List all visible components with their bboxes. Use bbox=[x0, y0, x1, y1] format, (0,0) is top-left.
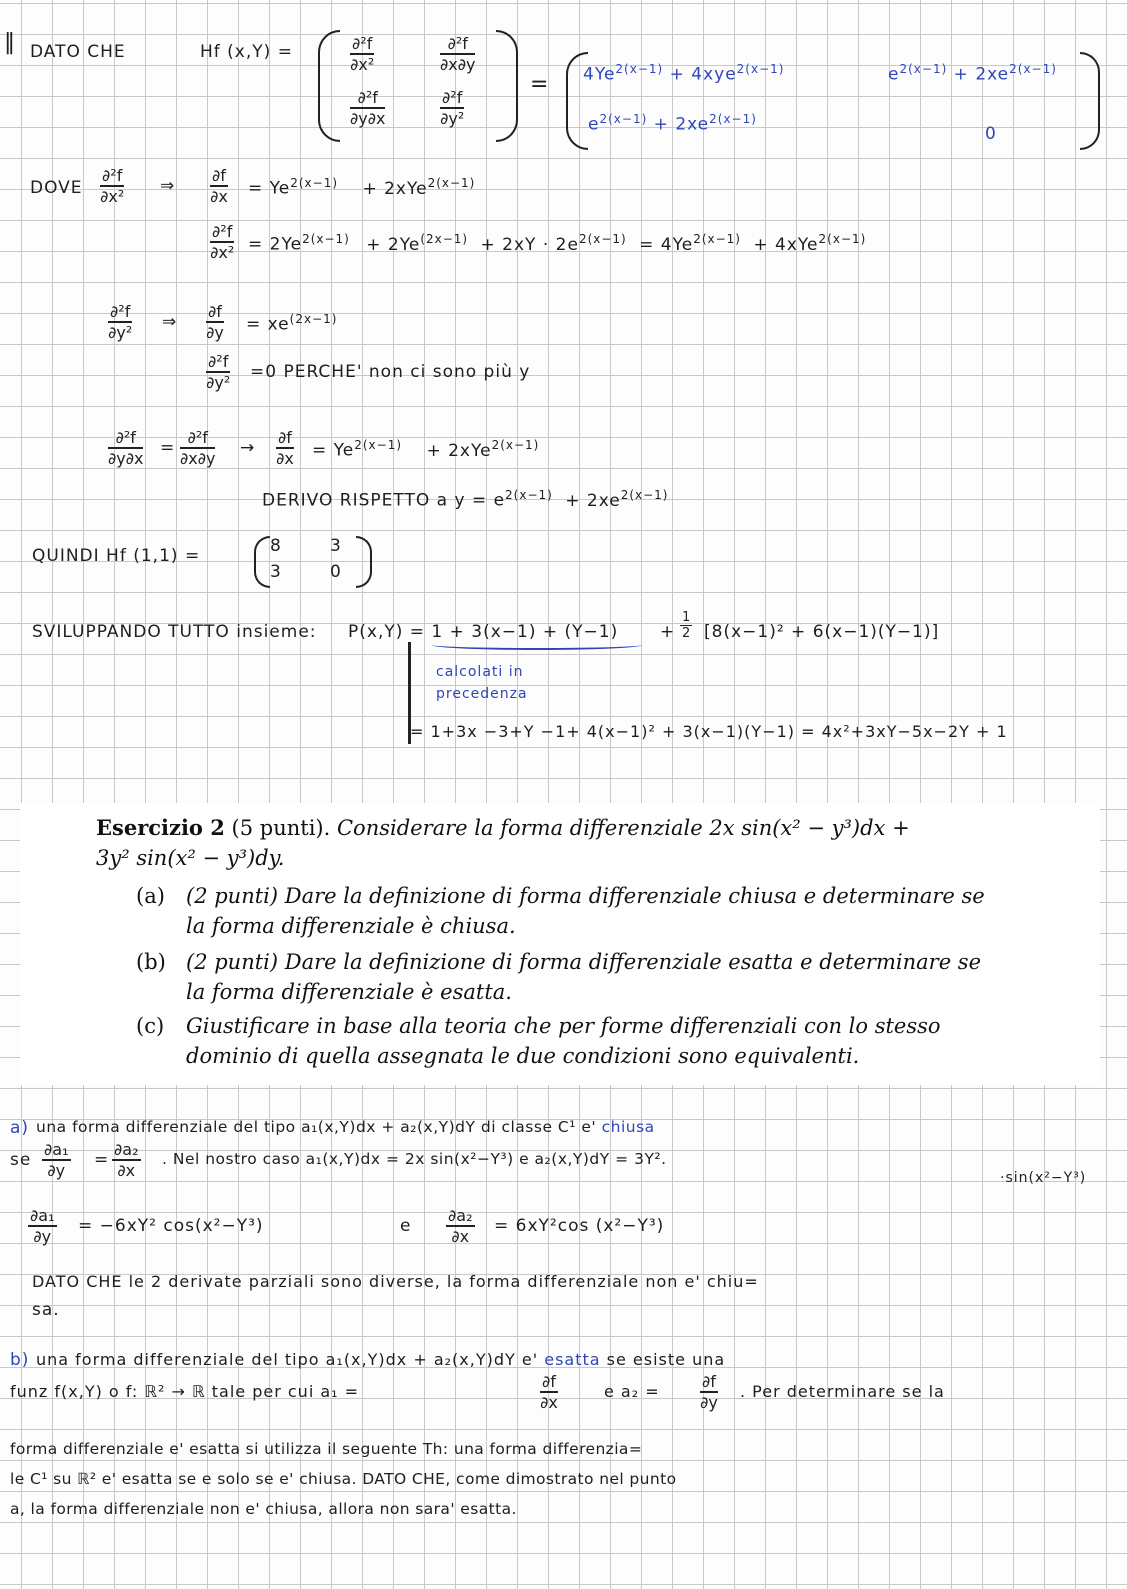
answer-a-and: e bbox=[400, 1216, 412, 1236]
d2y-frac: $\frac{\text{∂²f}}{\text{∂y²}}$ bbox=[108, 302, 133, 342]
answer-b-line3: forma differenziale e' esatta si utilizza il seguente Th: una forma differenzia= bbox=[10, 1440, 643, 1458]
d2fdx2-frac: $\frac{\text{∂²f}}{\text{∂x²}}$ bbox=[210, 222, 235, 262]
blue-matrix-right-paren bbox=[1080, 52, 1100, 150]
answer-b-dfdy: $\frac{\partial f}{\partial y}$ bbox=[700, 1372, 718, 1412]
matrix-left-paren bbox=[318, 30, 340, 142]
deriv-rispetto: DERIVO RISPETTO a $y = e^{2(x-1)} + 2xe^{2(x-1)}$ bbox=[262, 488, 669, 511]
d2x-frac: $\frac{\text{∂²f}}{\text{∂x²}}$ bbox=[100, 166, 125, 206]
answer-a-chiusa: chiusa bbox=[601, 1118, 655, 1136]
m12: $\frac{\text{∂²f}}{\partial x\partial y}$ bbox=[440, 34, 476, 74]
answer-a-se: se bbox=[10, 1150, 32, 1170]
exercise-line-2: 3y² sin(x² − y³)dy. bbox=[96, 846, 285, 870]
dove: DOVE bbox=[30, 178, 83, 198]
answer-b-esatta: esatta bbox=[544, 1350, 601, 1369]
answer-b-line5: a, la forma differenziale non e' chiusa, allora non sara' esatta. bbox=[10, 1500, 517, 1518]
answer-a-label: a) bbox=[10, 1118, 30, 1138]
answer-a-pa2: $\frac{\text{∂a₂}}{\partial x}$ bbox=[448, 1206, 473, 1246]
hv-21: 3 bbox=[270, 562, 282, 582]
answer-a-concl-2: sa. bbox=[32, 1300, 60, 1320]
item-c-line2: dominio di quella assegnata le due condizioni sono equivalenti. bbox=[186, 1044, 860, 1068]
mixed-arrow: → bbox=[240, 438, 256, 458]
hf-label: Hf (x,Y) = bbox=[200, 42, 293, 62]
answer-a-line2: . Nel nostro caso a₁(x,Y)dx = 2x sin(x²−Y³) e a₂(x,Y)dY = 3Y². bbox=[162, 1150, 667, 1168]
d2fdy2-frac: $\frac{\text{∂²f}}{\text{∂y²}}$ bbox=[206, 352, 231, 392]
taylor-note-2: precedenza bbox=[436, 686, 528, 702]
answer-a-pa2-rhs: = 6xY²cos (x²−Y³) bbox=[494, 1216, 665, 1236]
answer-a-line2-tail: ·sin(x²−Y³) bbox=[1000, 1170, 1087, 1186]
taylor-brace bbox=[432, 640, 642, 650]
answer-b-line2-e: e a₂ = bbox=[604, 1382, 660, 1401]
mixed1-frac: $\frac{\text{∂²f}}{\partial y\partial x}$ bbox=[108, 428, 144, 468]
arrow-2: ⇒ bbox=[162, 312, 178, 332]
taylor-note-1: calcolati in bbox=[436, 664, 524, 680]
item-b-line1: (2 punti) Dare la definizione di forma differenziale esatta e determinare se bbox=[186, 950, 981, 974]
taylor-bracket: [8(x−1)² + 6(x−1)(Y−1)] bbox=[704, 622, 940, 642]
margin-mark: ‖ bbox=[4, 30, 16, 55]
answer-b-line2-b: . Per determinare se la bbox=[740, 1382, 945, 1401]
dfdx-rhs: = $Ye^{2(x-1)} + 2xYe^{2(x-1)}$ bbox=[248, 176, 476, 199]
m21: $\frac{\text{∂²f}}{\partial y\partial x}$ bbox=[350, 88, 386, 128]
exercise-line-1: Esercizio 2 (5 punti). Considerare la forma differenziale 2x sin(x² − y³)dx + bbox=[96, 815, 910, 840]
exercise-points: (5 punti). bbox=[231, 816, 331, 840]
equals-sign: = bbox=[530, 72, 550, 97]
dato-che: DATO CHE bbox=[30, 42, 126, 62]
item-b-line2: la forma differenziale è esatta. bbox=[186, 980, 512, 1004]
hv-left-paren bbox=[254, 536, 270, 588]
taylor-half: $\frac{1}{2}$ bbox=[682, 610, 691, 641]
d2fdy2-rhs: =0 PERCHE' non ci sono più y bbox=[250, 362, 531, 382]
answer-b-dfdx: $\frac{\partial f}{\partial x}$ bbox=[540, 1372, 558, 1412]
m22: $\frac{\text{∂²f}}{\text{∂y²}}$ bbox=[440, 88, 465, 128]
mixed-eq: = bbox=[160, 438, 176, 458]
hv-22: 0 bbox=[330, 562, 342, 582]
answer-a-pa1-rhs: = −6xY² cos(x²−Y³) bbox=[78, 1216, 264, 1236]
taylor-poly: P(x,Y) = 1 + 3(x−1) + (Y−1) bbox=[348, 622, 619, 642]
exercise-title: Esercizio 2 bbox=[96, 815, 225, 840]
blue-m21: $e^{2(x-1)} + 2xe^{2(x-1)}$ bbox=[588, 112, 757, 135]
d2fdx2-rhs: = $2Ye^{2(x-1)} + 2Ye^{(2x-1)} + 2xY \cdot 2e^{2(x-1)} = 4Ye^{2(x-1)} + 4xYe^{2(x-1)}$ bbox=[248, 232, 867, 255]
arrow-1: ⇒ bbox=[160, 176, 176, 196]
dfdy-rhs: = $xe^{(2x-1)}$ bbox=[246, 312, 338, 335]
dfdy-frac: $\frac{\partial f}{\partial y}$ bbox=[206, 302, 224, 342]
answer-b-line1: una forma differenziale del tipo a₁(x,Y)dx + a₂(x,Y)dY e' esatta se esiste una bbox=[36, 1350, 726, 1369]
matrix-right-paren bbox=[496, 30, 518, 142]
answer-a-line1: una forma differenziale del tipo a₁(x,Y)dx + a₂(x,Y)dY di classe C¹ e' chiusa bbox=[36, 1118, 655, 1136]
taylor-intro: SVILUPPANDO TUTTO insieme: bbox=[32, 622, 317, 642]
blue-m22: 0 bbox=[985, 124, 997, 144]
answer-a-concl-1: DATO CHE le 2 derivate parziali sono diverse, la forma differenziale non e' chiu= bbox=[32, 1272, 759, 1291]
answer-b-line4: le C¹ su ℝ² e' esatta se e solo se e' chiusa. DATO CHE, come dimostrato nel punto bbox=[10, 1470, 677, 1488]
item-a-line2: la forma differenziale è chiusa. bbox=[186, 914, 516, 938]
answer-a-da1: $\frac{\text{∂a₁}}{\partial y}$ bbox=[44, 1140, 69, 1180]
mixed-rhs: = $Ye^{2(x-1)} + 2xYe^{2(x-1)}$ bbox=[312, 438, 540, 461]
item-c-label: (c) bbox=[136, 1014, 165, 1038]
hessian-value-label: QUINDI Hf (1,1) = bbox=[32, 546, 201, 566]
blue-m11: $4Ye^{2(x-1)} + 4xye^{2(x-1)}$ bbox=[583, 62, 785, 85]
hv-12: 3 bbox=[330, 536, 342, 556]
mixed2-frac: $\frac{\text{∂²f}}{\partial x\partial y}$ bbox=[180, 428, 216, 468]
mixed-dfdx-frac: $\frac{\partial f}{\partial x}$ bbox=[276, 428, 294, 468]
hv-11: 8 bbox=[270, 536, 282, 556]
taylor-plus: + bbox=[660, 622, 676, 642]
item-a-line1: (2 punti) Dare la definizione di forma differenziale chiusa e determinare se bbox=[186, 884, 985, 908]
answer-b-line2: funz f(x,Y) o f: ℝ² → ℝ tale per cui a₁ = bbox=[10, 1382, 360, 1401]
answer-a-eq: = bbox=[94, 1150, 110, 1170]
taylor-result: = 1+3x −3+Y −1+ 4(x−1)² + 3(x−1)(Y−1) = 4x²+3xY−5x−2Y + 1 bbox=[410, 722, 1008, 741]
item-c-line1: Giustificare in base alla teoria che per forme differenziali con lo stesso bbox=[186, 1014, 941, 1038]
answer-b-label: b) bbox=[10, 1350, 30, 1370]
hv-right-paren bbox=[356, 536, 372, 588]
item-a-label: (a) bbox=[136, 884, 165, 908]
blue-m12: $e^{2(x-1)} + 2xe^{2(x-1)}$ bbox=[888, 62, 1057, 85]
m11: $\frac{\text{∂²f}}{\text{∂x²}}$ bbox=[350, 34, 375, 74]
item-b-label: (b) bbox=[136, 950, 166, 974]
dfdx-frac: $\frac{\partial f}{\partial x}$ bbox=[210, 166, 228, 206]
answer-a-da2: $\frac{\text{∂a₂}}{\partial x}$ bbox=[114, 1140, 139, 1180]
answer-a-pa1: $\frac{\text{∂a₁}}{\partial y}$ bbox=[30, 1206, 55, 1246]
